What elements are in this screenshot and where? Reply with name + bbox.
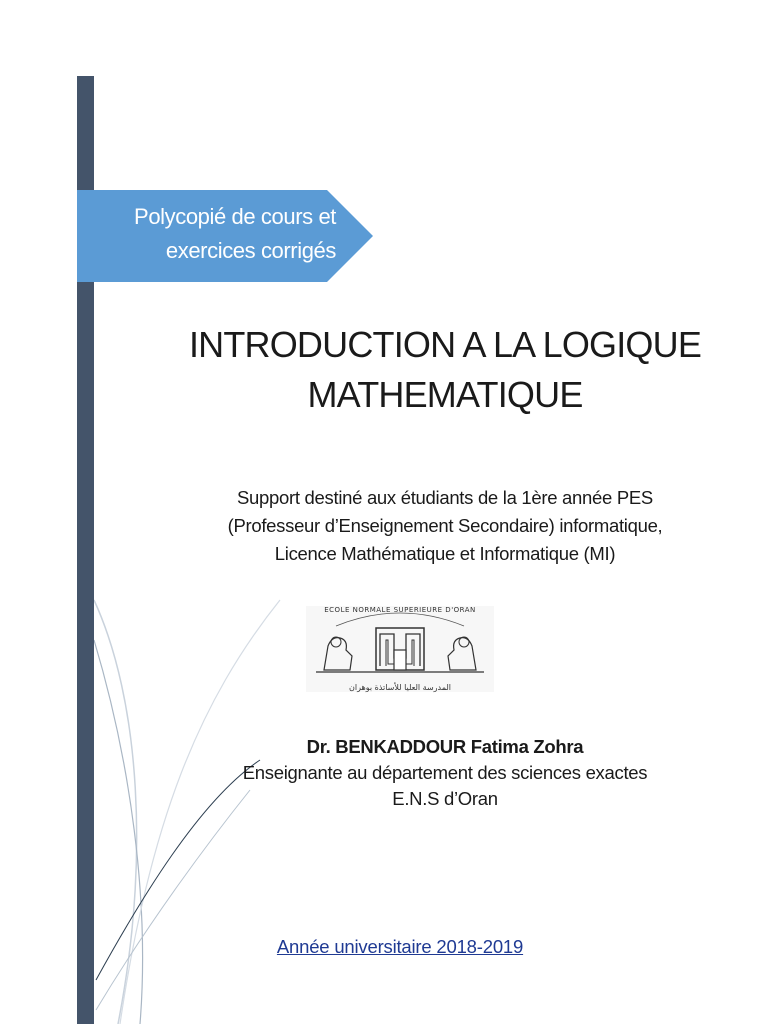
author-role: Enseignante au département des sciences exactes: [242, 762, 648, 783]
banner-label: [96, 200, 336, 268]
author-block: [130, 734, 760, 812]
banner-line-1: Polycopié de cours et: [134, 204, 336, 229]
academic-year-link[interactable]: Année universitaire 2018-2019: [276, 936, 524, 957]
document-subtitle: [130, 484, 760, 568]
subtitle-line-3: Licence Mathématique et Informatique (MI): [274, 543, 616, 564]
document-title: [130, 320, 760, 420]
title-line-1: INTRODUCTION A LA LOGIQUE: [188, 324, 702, 365]
title-line-2: MATHEMATIQUE: [307, 374, 583, 415]
subtitle-line-2: (Professeur d’Enseignement Secondaire) informatique,: [227, 515, 663, 536]
logo-arc-text: ECOLE NORMALE SUPERIEURE D'ORAN: [324, 606, 476, 614]
banner-line-2: exercices corrigés: [165, 238, 336, 263]
school-logo: [306, 606, 494, 692]
author-institution: E.N.S d’Oran: [392, 788, 498, 809]
author-name: Dr. BENKADDOUR Fatima Zohra: [306, 736, 584, 757]
subtitle-line-1: Support destiné aux étudiants de la 1ère année PES: [237, 487, 653, 508]
logo-emblem-icon: [306, 606, 494, 692]
logo-arabic-text: المدرسة العليا للأساتذة بوهران: [348, 683, 452, 692]
